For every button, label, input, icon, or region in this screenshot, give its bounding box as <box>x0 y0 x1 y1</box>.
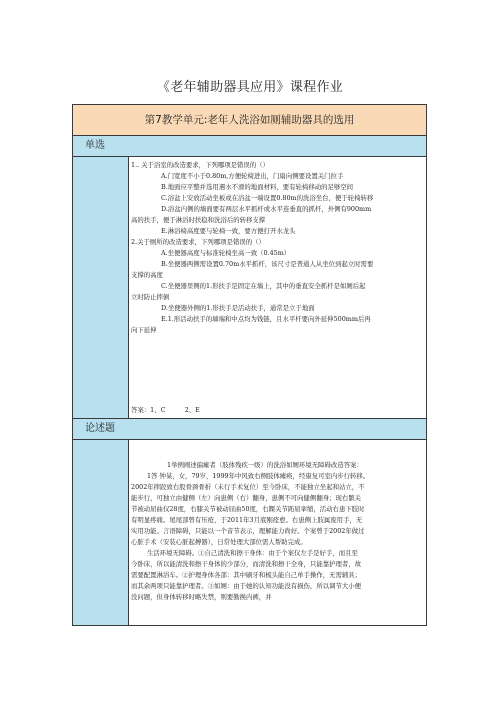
essay-section <box>73 440 426 625</box>
option-line-cont: 向下延伸 <box>131 326 157 334</box>
essay-line: 实用功能。言语障碍，只能以一个音节表示，理解能力尚好。个案曾于2002年做过 <box>131 527 365 535</box>
essay-label-cell <box>73 440 129 625</box>
essay-line: 今卧床，所以能清洗和擦干身体的少部分，而清洗和擦干全身，只能靠护理者，故 <box>131 560 362 568</box>
option-line-cont: 高的扶手，便于淋浴时扶稳和洗浴后的转移支撑 <box>131 216 266 224</box>
option-line: C.浴盆上安放活动坐板或在浴盆一端设置0.80m的洗浴坐台，便于轮椅转移 <box>161 194 374 202</box>
option-line-cont: 支撑的高度 <box>131 271 163 279</box>
essay-line: 心脏手术（安装心脏起搏器），日常处理大部位需人帮助完成。 <box>131 538 307 546</box>
option-line: D.浴盆内侧的墙面要有两层水平抓杆或水平连垂直的抓杆，外侧有900mm <box>161 205 372 213</box>
essay-line: 需要配置淋浴车。②护理身体各部：其中刷牙和梳头能自己单手操作，无需辅具； <box>131 571 362 579</box>
essay-line: 2002年摔跤致右股骨颈骨折（未行手术复位）至今卧床，不能独立坐起和站立，不 <box>131 483 365 491</box>
essay-line: 能步行，可独立由健侧（左）向患侧（右）翻身，患侧不可向健侧翻身；现右髌关 <box>131 494 362 502</box>
single-choice-content <box>129 157 426 418</box>
question-line: 2.关于厕所的改造要求，下列哪项是错误的（） <box>131 238 265 246</box>
essay-line: 没问题，但身体转移时略失禁，则要勤换内裤，并 <box>131 593 272 601</box>
option-line: C.坐便器里侧的1.形扶手是固定在墙上，其中的垂直安全抓杆是如厕后起 <box>161 282 366 290</box>
unit-title: 第7教学单元:老年人洗浴如厕辅助器具的选用 <box>73 105 426 136</box>
essay-line: 而其余两项只能靠护理者。③如厕：由于她的认知功能没有损伤，所以调节大小便 <box>131 582 362 590</box>
essay-line: 1答 钟某，女，79岁，1999年中风致右侧肢体瘫痪，经康复可室内步行转移。 <box>147 472 370 480</box>
single-choice-header: 单选 <box>73 136 426 157</box>
single-choice-section <box>73 157 426 419</box>
option-line: E.1.形活动扶手的墙端和中点均为钱链，且水平杆要向外延伸500mm后再 <box>161 315 371 323</box>
option-line: B.地面应平整并选用遇水不滑的地面材料，要有轮椅移动的足够空间 <box>161 183 354 191</box>
option-line-cont: 立时防止摔倒 <box>131 293 170 301</box>
single-choice-label-cell <box>73 157 129 418</box>
option-line: A.门宽度不小于0.80m,方便轮椅进出，门扇向侧要设置关门拉手 <box>161 172 344 180</box>
essay-header: 论述题 <box>73 419 426 440</box>
essay-line: 节被动屈曲仅28度，右膝关节被动屈曲50度，右踝关节跖屈挛缩，活动右患下肢时 <box>131 505 365 513</box>
answer-line: 答案：1、C 2、E <box>131 406 200 414</box>
option-line: E.淋浴椅高度要与轮椅一致，要方便打开水龙头 <box>161 227 296 235</box>
essay-line: 有明显疼痛。尾尾部曾有压疮，于2011年3月底刚痊愈。右患侧上肢属废用手，无 <box>131 516 363 524</box>
option-line: A.坐便器高度与标准轮椅坐高一致（0.45m） <box>161 249 291 257</box>
essay-line: 1举例阐述偏瘫者（肢体残疾一级）的洗浴如厕环境无障碍改造答案： <box>167 461 363 469</box>
homework-sheet <box>72 104 427 626</box>
option-line: D.坐便器外侧的1.形扶手是活动扶手，通常是立于地面 <box>161 304 315 312</box>
option-line: B.坐便器两侧需设置0.70m水平抓杆，该尺寸是普通人从坐位到起立时需要 <box>161 260 374 268</box>
question-line: 1.. 关于浴室的改造要求，下列哪项是错误的（） <box>131 161 269 169</box>
essay-content <box>129 440 426 625</box>
essay-line: 生活环境无障碍。①自己清洗和擦干身体：由于个案仅左手是好手，而且至 <box>147 549 358 557</box>
document-title: 《老年辅助器具应用》课程作业 <box>156 80 344 95</box>
